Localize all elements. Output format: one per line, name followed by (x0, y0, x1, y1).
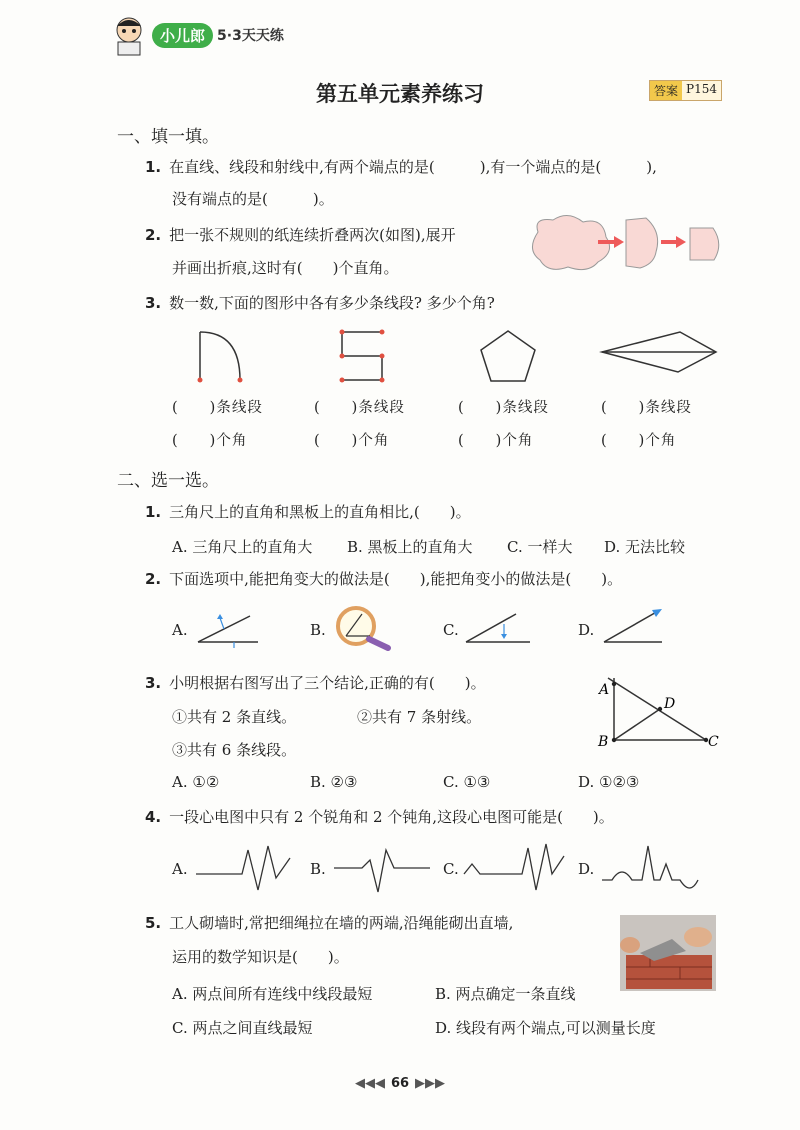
brand-logo: 小儿郎 (152, 23, 213, 48)
figure-s-shape (338, 328, 386, 384)
choose-q4-option-d: D. (578, 860, 595, 878)
answer-page: P154 (682, 81, 721, 100)
triangle-diagram (596, 676, 722, 750)
choose-q4 (145, 807, 614, 827)
question-number: 5. (145, 914, 162, 932)
section-heading-choose: 二、选一选。 (117, 471, 219, 491)
choose-q3-option-a: A. ①② (172, 773, 220, 791)
question-text: 把一张不规则的纸连续折叠两次(如图),展开 (169, 226, 456, 244)
choose-q3-option-b: B. ②③ (310, 773, 358, 791)
angles-blank-3: ( )个角 (458, 433, 534, 449)
answer-badge (649, 80, 722, 101)
segments-blank-2: ( )条线段 (314, 400, 405, 416)
conclusion-1: ①共有 2 条直线。 (172, 708, 297, 726)
page-title: 第五单元素养练习 (316, 82, 484, 106)
choose-q2 (145, 569, 622, 589)
choose-q4-option-a: A. (172, 860, 188, 878)
choose-q1-option-c: C. 一样大 (507, 538, 573, 556)
point-label-b: B (598, 734, 609, 750)
angles-blank-1: ( )个角 (172, 433, 248, 449)
ecg-option-d (602, 842, 698, 892)
angles-blank-4: ( )个角 (601, 433, 677, 449)
question-number: 2. (145, 570, 162, 588)
figure-arc-shape (196, 328, 246, 384)
next-arrows-icon: ▶▶▶ (415, 1076, 446, 1091)
fill-q1-line2: 没有端点的是( )。 (172, 190, 334, 208)
choose-q5-option-a: A. 两点间所有连线中线段最短 (172, 985, 373, 1003)
choose-q3-option-d: D. ①②③ (578, 773, 640, 791)
prev-arrows-icon: ◀◀◀ (354, 1076, 385, 1091)
choose-q1-option-b: B. 黑板上的直角大 (347, 538, 473, 556)
point-label-d: D (664, 696, 676, 712)
ecg-option-a (196, 840, 292, 896)
brand (152, 18, 284, 52)
page-footer (0, 1076, 800, 1091)
choose-q1 (145, 502, 471, 522)
angle-option-d (602, 606, 666, 646)
segments-blank-1: ( )条线段 (172, 400, 263, 416)
choose-q5-line2: 运用的数学知识是( )。 (172, 948, 349, 966)
choose-q5-line1 (145, 913, 513, 933)
bricklaying-photo (620, 915, 716, 991)
choose-q1-option-a: A. 三角尺上的直角大 (172, 538, 313, 556)
angle-option-a (196, 608, 262, 648)
answer-label: 答案 (650, 81, 682, 100)
angles-blank-2: ( )个角 (314, 433, 390, 449)
question-text: 小明根据右图写出了三个结论,正确的有( )。 (169, 674, 486, 692)
choose-q4-option-b: B. (310, 860, 326, 878)
figure-kite (600, 330, 720, 374)
fill-q1-line1 (145, 157, 657, 177)
ecg-option-b (334, 838, 432, 896)
question-number: 3. (145, 294, 162, 312)
fill-q2-line2: 并画出折痕,这时有( )个直角。 (172, 259, 399, 277)
choose-q2-option-c: C. (443, 621, 459, 639)
choose-q1-option-d: D. 无法比较 (604, 538, 686, 556)
section-heading-fill: 一、填一填。 (117, 127, 219, 147)
brand-series: 5·3天天练 (217, 28, 284, 44)
point-label-a: A (599, 682, 610, 698)
question-text: 三角尺上的直角和黑板上的直角相比,( )。 (169, 503, 471, 521)
choose-q2-option-a: A. (172, 621, 188, 639)
question-text: 工人砌墙时,常把细绳拉在墙的两端,沿绳能砌出直墙, (169, 914, 514, 932)
fill-q2-line1 (145, 225, 456, 245)
ecg-option-c (464, 840, 568, 894)
choose-q5-option-d: D. 线段有两个端点,可以测量长度 (435, 1019, 656, 1037)
figure-pentagon (478, 328, 538, 384)
question-number: 4. (145, 808, 162, 826)
question-text: 在直线、线段和射线中,有两个端点的是( ),有一个端点的是( ), (169, 158, 657, 176)
conclusion-2: ②共有 7 条射线。 (357, 708, 482, 726)
mascot-icon (112, 16, 146, 56)
page-number: 66 (390, 1076, 410, 1091)
choose-q3-option-c: C. ①③ (443, 773, 491, 791)
question-text: 数一数,下面的图形中各有多少条线段? 多少个角? (169, 294, 495, 312)
choose-q5-option-c: C. 两点之间直线最短 (172, 1019, 313, 1037)
paper-fold-illustration (528, 212, 728, 274)
segments-blank-3: ( )条线段 (458, 400, 549, 416)
point-label-c: C (708, 734, 719, 750)
choose-q5-option-b: B. 两点确定一条直线 (435, 985, 576, 1003)
question-text: 下面选项中,能把角变大的做法是( ),能把角变小的做法是( )。 (169, 570, 623, 588)
angle-option-c (464, 612, 534, 646)
segments-blank-4: ( )条线段 (601, 400, 692, 416)
conclusion-3: ③共有 6 条线段。 (172, 741, 297, 759)
fill-q3-line (145, 293, 495, 313)
choose-q2-option-b: B. (310, 621, 326, 639)
question-text: 一段心电图中只有 2 个锐角和 2 个钝角,这段心电图可能是( )。 (169, 808, 614, 826)
question-number: 1. (145, 503, 162, 521)
magnifier-icon (332, 604, 402, 652)
choose-q2-option-d: D. (578, 621, 595, 639)
question-number: 3. (145, 674, 162, 692)
choose-q4-option-c: C. (443, 860, 459, 878)
question-number: 1. (145, 158, 162, 176)
question-number: 2. (145, 226, 162, 244)
choose-q3 (145, 673, 486, 693)
